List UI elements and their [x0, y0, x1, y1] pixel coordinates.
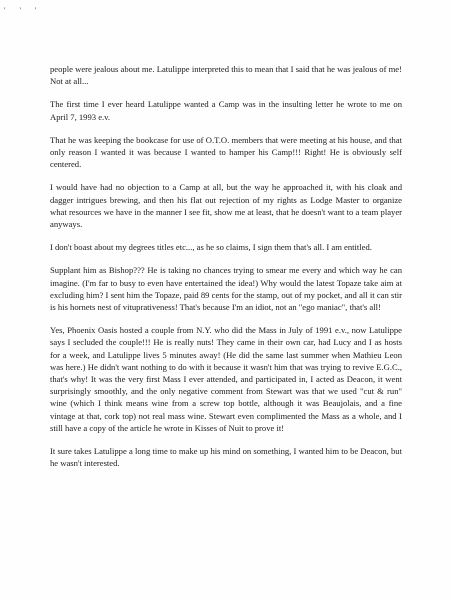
letter-body	[50, 63, 402, 469]
paragraph-4: I would have had no objection to a Camp at all, but the way he approached it, with his cloak and dagger intrigues brewing, and then his flat out rejection of my rights as Lodge Master to organize what resources we have in the manner I see fit, show me at least, that he doesn't want to a team player anyways.	[50, 182, 402, 230]
paragraph-8: It sure takes Latulippe a long time to make up his mind on something, I wanted him to be Deacon, but he wasn't interested.	[50, 446, 402, 469]
paragraph-7: Yes, Phoenix Oasis hosted a couple from N.Y. who did the Mass in July of 1991 e.v., now Latulippe says I secluded the couple!!! He is really nuts! They came in their own car, had Lucy and I as hosts for a week, and Latulippe lives 5 minutes away! (He did the same last summer when Mathieu Leon was here.) He didn't want nothing to do with it because it wasn't him that was trying to revive E.G.C., that's why! It was the very first Mass I ever attended, and participated in, I acted as Deacon, it went surprisingly smoothly, and the only negative comment from Stewart was that we used "cut & run" wine (which I think means wine from a screw top bottle, although it was Beaujolais, and a fine vintage at that, cork top) not real mass wine. Stewart even complimented the Mass as a whole, and I still have a copy of the article he wrote in Kisses of Nuit to prove it!	[50, 325, 402, 433]
paragraph-1: people were jealous about me. Latulippe interpreted this to mean that I said that he was jealous of me! Not at all...	[50, 64, 402, 87]
paragraph-6: Supplant him as Bishop??? He is taking no chances trying to smear me every and which way he can imagine. (I'm far to busy to even have entertained the idea!) Why would the latest Topaze take aim at excluding him? I sent him the Topaze, paid 89 cents for the stamp, out of my pocket, and all it can stir is his hornets nest of vituprativeness! That's because I'm an idiot, not an "ego maniac", that's all!	[50, 265, 402, 313]
corner-mark: ' ' '	[4, 6, 43, 15]
paragraph-2: The first time I ever heard Latulippe wanted a Camp was in the insulting letter he wrote to me on April 7, 1993 e.v.	[50, 99, 402, 122]
paragraph-3: That he was keeping the bookcase for use of O.T.O. members that were meeting at his house, and that only reason I wanted it was because I wanted to hamper his Camp!!! Right! He is obviously self centered.	[50, 134, 402, 170]
paragraph-5: I don't boast about my degrees titles etc..., as he so claims, I sign them that's all. I am entitled.	[50, 242, 372, 253]
